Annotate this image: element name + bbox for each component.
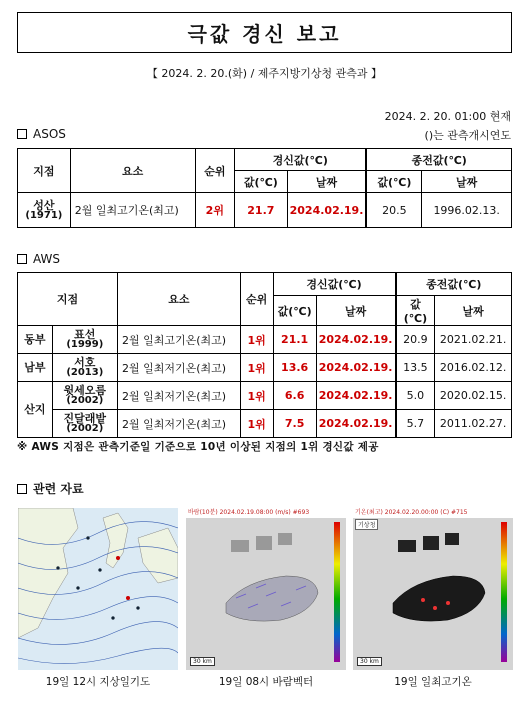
- station-cell: [52, 410, 117, 438]
- station-name: 표선: [74, 328, 96, 341]
- station-year: (1999): [66, 339, 104, 350]
- old-date-cell: 2020.02.15.: [435, 382, 512, 410]
- report-subtitle: 【 2024. 2. 20.(화) / 제주지방기상청 관측과 】: [146, 67, 383, 80]
- rank-cell: 1위: [240, 326, 273, 354]
- asos-header-renewed: 경신값(℃): [235, 149, 367, 171]
- asos-header-new-value: 값(℃): [235, 171, 288, 193]
- region-cell: 산지: [18, 382, 53, 438]
- table-row: [18, 326, 512, 354]
- region-cell: 남부: [18, 354, 53, 382]
- element-cell: 2월 일최저기온(최고): [117, 410, 240, 438]
- old-date-cell: 2011.02.27.: [435, 410, 512, 438]
- max-temperature-image: [353, 508, 513, 670]
- wind-map-icon: [186, 518, 346, 670]
- asos-header-old-value: 값(℃): [366, 171, 421, 193]
- new-date-cell: 2024.02.19.: [316, 382, 395, 410]
- station-name: 서호: [74, 356, 96, 369]
- aws-header-previous: 종전값(℃): [396, 273, 512, 296]
- old-date-cell: 2016.02.12.: [435, 354, 512, 382]
- aws-footnote: ※ AWS 지점은 관측기준일 기준으로 10년 이상된 지점의 1위 경신값 제공: [17, 441, 379, 453]
- station-cell: [52, 326, 117, 354]
- region-cell: 동부: [18, 326, 53, 354]
- aws-header-new-value: 값(℃): [273, 296, 316, 326]
- related-section-heading: [17, 480, 84, 497]
- new-date-cell: 2024.02.19.: [287, 193, 366, 228]
- station-cell: [52, 382, 117, 410]
- new-value-cell: 21.7: [235, 193, 288, 228]
- aws-header-station: 지점: [18, 273, 118, 326]
- element-cell: 2월 일최저기온(최고): [117, 382, 240, 410]
- aws-header-element: 요소: [117, 273, 240, 326]
- old-date-cell: 1996.02.13.: [422, 193, 512, 228]
- rank-cell: 1위: [240, 354, 273, 382]
- aws-header-new-date: 날짜: [316, 296, 395, 326]
- old-value-cell: 5.0: [396, 382, 435, 410]
- asos-header-rank: 순위: [195, 149, 234, 193]
- report-timestamp: 2024. 2. 20. 01:00 현재: [384, 110, 511, 123]
- table-row: [18, 193, 512, 228]
- table-row: [18, 410, 512, 438]
- old-value-cell: 20.5: [366, 193, 421, 228]
- temperature-panel-tag: 기상청: [355, 519, 378, 530]
- aws-header-old-value: 값(℃): [396, 296, 435, 326]
- aws-table: [17, 272, 512, 438]
- element-cell: 2월 일최고기온(최고): [117, 326, 240, 354]
- old-value-cell: 5.7: [396, 410, 435, 438]
- asos-header-new-date: 날짜: [287, 171, 366, 193]
- related-section-label: 관련 자료: [33, 482, 84, 496]
- new-value-cell: 6.6: [273, 382, 316, 410]
- surface-weather-chart-image: [18, 508, 178, 670]
- station-name: 성산: [33, 198, 55, 212]
- new-value-cell: 21.1: [273, 326, 316, 354]
- aws-section-heading: [17, 252, 60, 266]
- table-row: [18, 354, 512, 382]
- weather-map-icon: [18, 508, 178, 670]
- asos-header-old-date: 날짜: [422, 171, 512, 193]
- founding-year-note: ()는 관측개시연도: [424, 129, 511, 142]
- station-year: (2013): [66, 367, 104, 378]
- element-cell: 2월 일최저기온(최고): [117, 354, 240, 382]
- caption-wind-vector: 19일 08시 바람벡터: [218, 676, 314, 688]
- aws-header-old-date: 날짜: [435, 296, 512, 326]
- checkbox-square-icon: [17, 129, 27, 139]
- asos-section-heading: [17, 127, 66, 141]
- asos-header-element: 요소: [70, 149, 195, 193]
- new-date-cell: 2024.02.19.: [316, 410, 395, 438]
- station-cell: [52, 354, 117, 382]
- rank-cell: 2위: [195, 193, 234, 228]
- station-name: 진달래밭: [63, 412, 107, 425]
- new-date-cell: 2024.02.19.: [316, 354, 395, 382]
- old-value-cell: 13.5: [396, 354, 435, 382]
- asos-header-previous: 종전값(℃): [366, 149, 511, 171]
- aws-header-rank: 순위: [240, 273, 273, 326]
- caption-surface-chart: 19일 12시 지상일기도: [45, 676, 151, 688]
- checkbox-square-icon: [17, 254, 27, 264]
- new-date-cell: 2024.02.19.: [316, 326, 395, 354]
- old-value-cell: 20.9: [396, 326, 435, 354]
- station-year: (2002): [66, 395, 104, 406]
- station-year: (1971): [25, 209, 63, 221]
- wind-panel-header: 바람(10분) 2024.02.19.08:00 (m/s) #693: [186, 508, 346, 518]
- station-name: 윗세오름: [63, 384, 107, 397]
- aws-section-label: AWS: [33, 252, 61, 266]
- rank-cell: 1위: [240, 382, 273, 410]
- temperature-scale-bar: 30 km: [357, 657, 382, 666]
- table-row: [18, 382, 512, 410]
- asos-table: [17, 148, 512, 228]
- checkbox-square-icon: [17, 484, 27, 494]
- old-date-cell: 2021.02.21.: [435, 326, 512, 354]
- new-value-cell: 13.6: [273, 354, 316, 382]
- temperature-panel-header: 기온(최고) 2024.02.20.00:00 (C) #715: [353, 508, 513, 518]
- aws-header-renewed: 경신값(℃): [273, 273, 395, 296]
- station-cell: [18, 193, 71, 228]
- asos-header-station: 지점: [18, 149, 71, 193]
- element-cell: 2월 일최고기온(최고): [70, 193, 195, 228]
- report-title: 극값 경신 보고: [17, 12, 512, 53]
- wind-vector-image: [186, 508, 346, 670]
- rank-cell: 1위: [240, 410, 273, 438]
- caption-max-temperature: 19일 일최고기온: [394, 676, 472, 688]
- new-value-cell: 7.5: [273, 410, 316, 438]
- station-year: (2002): [66, 423, 104, 434]
- wind-scale-bar: 30 km: [190, 657, 215, 666]
- asos-section-label: ASOS: [33, 127, 66, 141]
- temperature-map-icon: [353, 518, 513, 670]
